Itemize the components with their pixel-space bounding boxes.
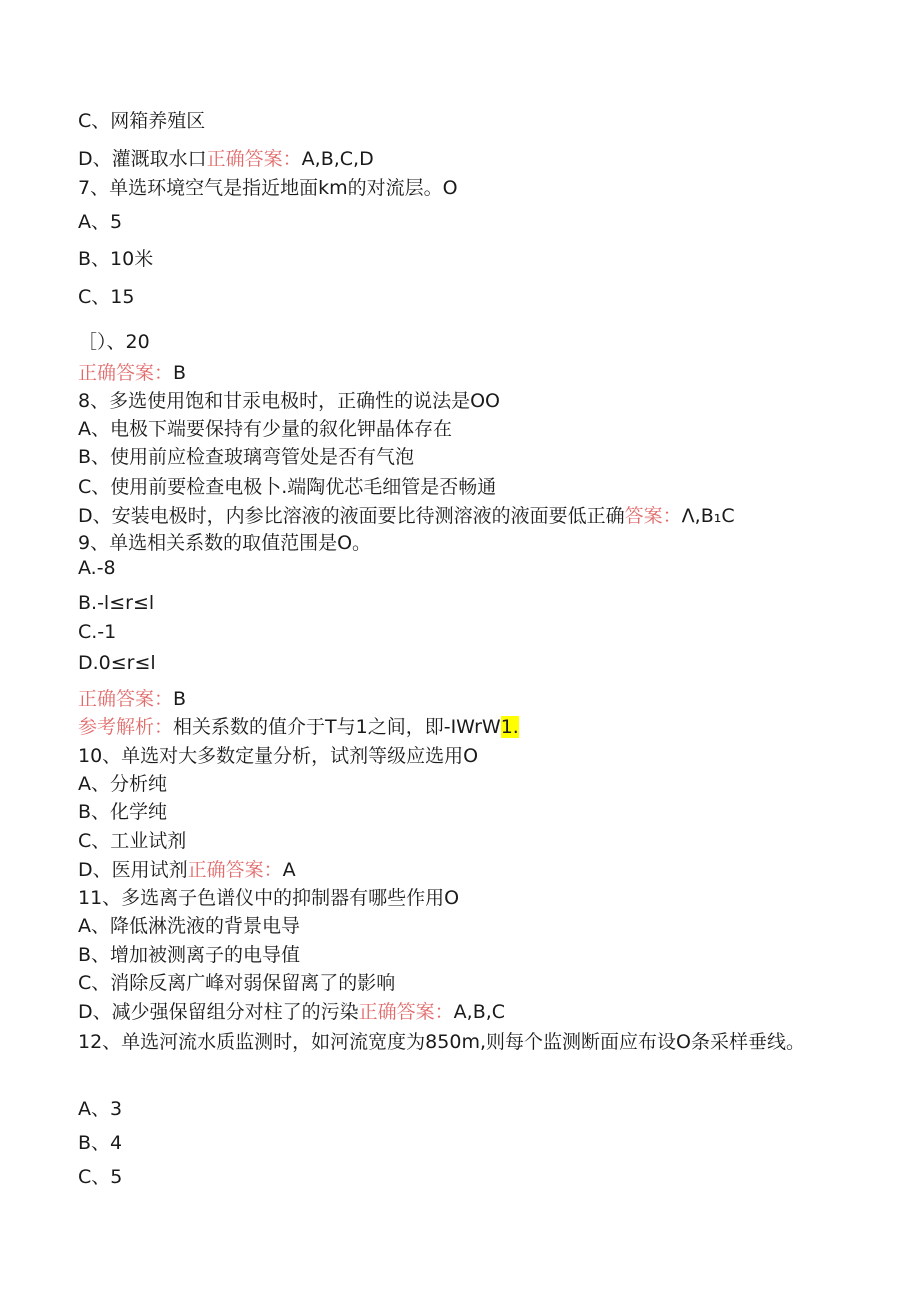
answer-value: A <box>282 859 296 881</box>
question-9: 9、单选相关系数的取值范围是O。 <box>78 532 372 554</box>
q7-option-b: B、10米 <box>78 248 154 270</box>
q8-option-a: A、电极下端要保持有少量的叙化钾晶体存在 <box>78 418 452 440</box>
analysis-label: 参考解析： <box>78 716 174 738</box>
q10-option-d <box>78 857 830 883</box>
option-c-net-cage: C、网箱养殖区 <box>78 110 206 132</box>
answer-label: 正确答案： <box>187 859 283 881</box>
answer-label: 正确答案： <box>206 148 302 170</box>
q8-option-c: C、使用前要检查电极卜.端陶优芯毛细管是否畅通 <box>78 476 497 498</box>
q9-option-c: C.-1 <box>78 621 117 643</box>
question-12: 12、单选河流水质监测时，如河流宽度为850m,则每个监测断面应布设O条采样垂线。 <box>78 1031 805 1053</box>
q9-analysis <box>78 714 830 740</box>
q10-option-a: A、分析纯 <box>78 773 167 795</box>
q9-answer <box>78 686 830 712</box>
highlighted-text: 1. <box>500 716 519 738</box>
option-d-irrigation <box>78 146 830 172</box>
q9-option-a: A.-8 <box>78 557 116 579</box>
q7-option-a: A、5 <box>78 211 123 233</box>
q9-option-d: D.0≤r≤l <box>78 652 156 674</box>
option-text: D、减少强保留组分对柱了的污染 <box>78 1001 359 1023</box>
q11-option-d <box>78 999 830 1025</box>
q8-option-b: B、使用前应检查玻璃弯管处是否有气泡 <box>78 446 415 468</box>
answer-value: A,B,C <box>453 1001 506 1023</box>
answer-label: 正确答案： <box>78 688 174 710</box>
q7-answer <box>78 360 830 386</box>
question-10: 10、单选对大多数定量分析，试剂等级应选用O <box>78 745 479 767</box>
q11-option-c: C、消除反离广峰对弱保留离了的影响 <box>78 972 396 994</box>
question-11: 11、多选离子色谱仪中的抑制器有哪些作用O <box>78 887 460 909</box>
question-8: 8、多选使用饱和甘汞电极时，正确性的说法是OO <box>78 390 500 412</box>
q10-option-b: B、化学纯 <box>78 801 168 823</box>
q7-option-d: ［）、20 <box>78 331 150 353</box>
question-7: 7、单选环境空气是指近地面km的对流层。O <box>78 177 458 199</box>
q10-option-c: C、工业试剂 <box>78 830 187 852</box>
q11-option-a: A、降低淋洗液的背景电导 <box>78 915 300 937</box>
answer-value: B <box>173 362 187 384</box>
option-text: D、安装电极时，内参比溶液的液面要比待测溶液的液面要低正确 <box>78 505 625 527</box>
answer-value: B <box>173 688 187 710</box>
analysis-text: 相关系数的值介于T与1之间，即-IWrW <box>173 716 501 738</box>
option-text: D、灌溉取水口 <box>78 148 207 170</box>
answer-value: A,B,C,D <box>301 148 374 170</box>
q12-option-b: B、4 <box>78 1132 123 1154</box>
q12-option-c: C、5 <box>78 1166 123 1188</box>
q8-option-d <box>78 503 830 529</box>
q11-option-b: B、增加被测离子的电导值 <box>78 944 301 966</box>
option-text: D、医用试剂 <box>78 859 188 881</box>
q12-option-a: A、3 <box>78 1098 123 1120</box>
answer-label: 正确答案： <box>78 362 174 384</box>
answer-label: 正确答案： <box>358 1001 454 1023</box>
q9-option-b: B.-l≤r≤l <box>78 592 155 614</box>
answer-value: Λ,B₁C <box>681 505 735 527</box>
q7-option-c: C、15 <box>78 286 135 308</box>
answer-label: 答案： <box>624 505 682 527</box>
